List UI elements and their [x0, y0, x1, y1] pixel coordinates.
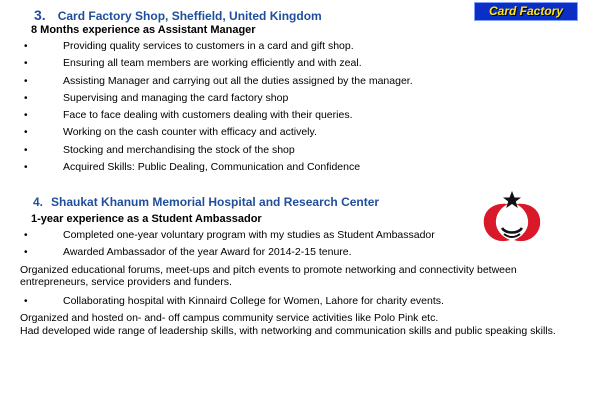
- bullet-icon: •: [24, 247, 28, 259]
- bullet-icon: •: [24, 110, 28, 122]
- job4-bullet-list-2: [20, 293, 444, 310]
- job4-paragraph-community: Organized and hosted on- and- off campus community service activities like Polo Pink etc.: [20, 312, 439, 324]
- bullet-icon: •: [24, 230, 28, 241]
- bullet-icon: •: [24, 75, 28, 87]
- list-item: • Face to face dealing with customers dealing with their queries.: [20, 107, 413, 124]
- job4-heading: [33, 195, 379, 209]
- bullet-icon: •: [24, 127, 28, 139]
- bullet-icon: •: [24, 41, 28, 52]
- job4-bullet-list: [20, 227, 435, 262]
- job3-experience: 8 Months experience as Assistant Manager: [31, 24, 256, 36]
- bullet-icon: •: [24, 162, 28, 174]
- job4-paragraph-skills: Had developed wide range of leadership skills, with networking and communication skills and public speaking skills.: [20, 325, 556, 337]
- list-item: • Working on the cash counter with efficacy and actively.: [20, 124, 413, 141]
- list-item: • Ensuring all team members are working efficiently and with zeal.: [20, 55, 413, 72]
- job3-number: 3.: [34, 7, 46, 23]
- skmch-logo-icon: [478, 190, 546, 248]
- bullet-icon: •: [24, 144, 28, 156]
- list-item: • Stocking and merchandising the stock of the shop: [20, 142, 413, 159]
- job4-experience: 1-year experience as a Student Ambassador: [31, 213, 262, 225]
- list-item: • Completed one-year voluntary program with my studies as Student Ambassador: [20, 227, 435, 244]
- bullet-icon: •: [24, 58, 28, 70]
- job3-bullet-list: [20, 38, 413, 176]
- list-item: • Assisting Manager and carrying out all the duties assigned by the manager.: [20, 73, 413, 90]
- bullet-icon: •: [24, 296, 28, 307]
- bullet-icon: •: [24, 92, 28, 104]
- list-item: • Acquired Skills: Public Dealing, Communication and Confidence: [20, 159, 413, 176]
- job4-paragraph-forums: Organized educational forums, meet-ups and pitch events to promote networking and connectivity between entrepreneurs, service providers and funders.: [20, 264, 517, 288]
- list-item: • Collaborating hospital with Kinnaird College for Women, Lahore for charity events.: [20, 293, 444, 310]
- job4-number: 4.: [33, 195, 44, 209]
- job3-heading: [34, 7, 322, 23]
- list-item: • Awarded Ambassador of the year Award for 2014-2-15 tenure.: [20, 244, 435, 261]
- list-item: • Providing quality services to customers in a card and gift shop.: [20, 38, 413, 55]
- card-factory-badge: Card Factory: [474, 2, 578, 21]
- job4-title: Shaukat Khanum Memorial Hospital and Research Center: [51, 195, 380, 209]
- list-item: • Supervising and managing the card factory shop: [20, 90, 413, 107]
- job3-title: Card Factory Shop, Sheffield, United Kingdom: [57, 9, 322, 23]
